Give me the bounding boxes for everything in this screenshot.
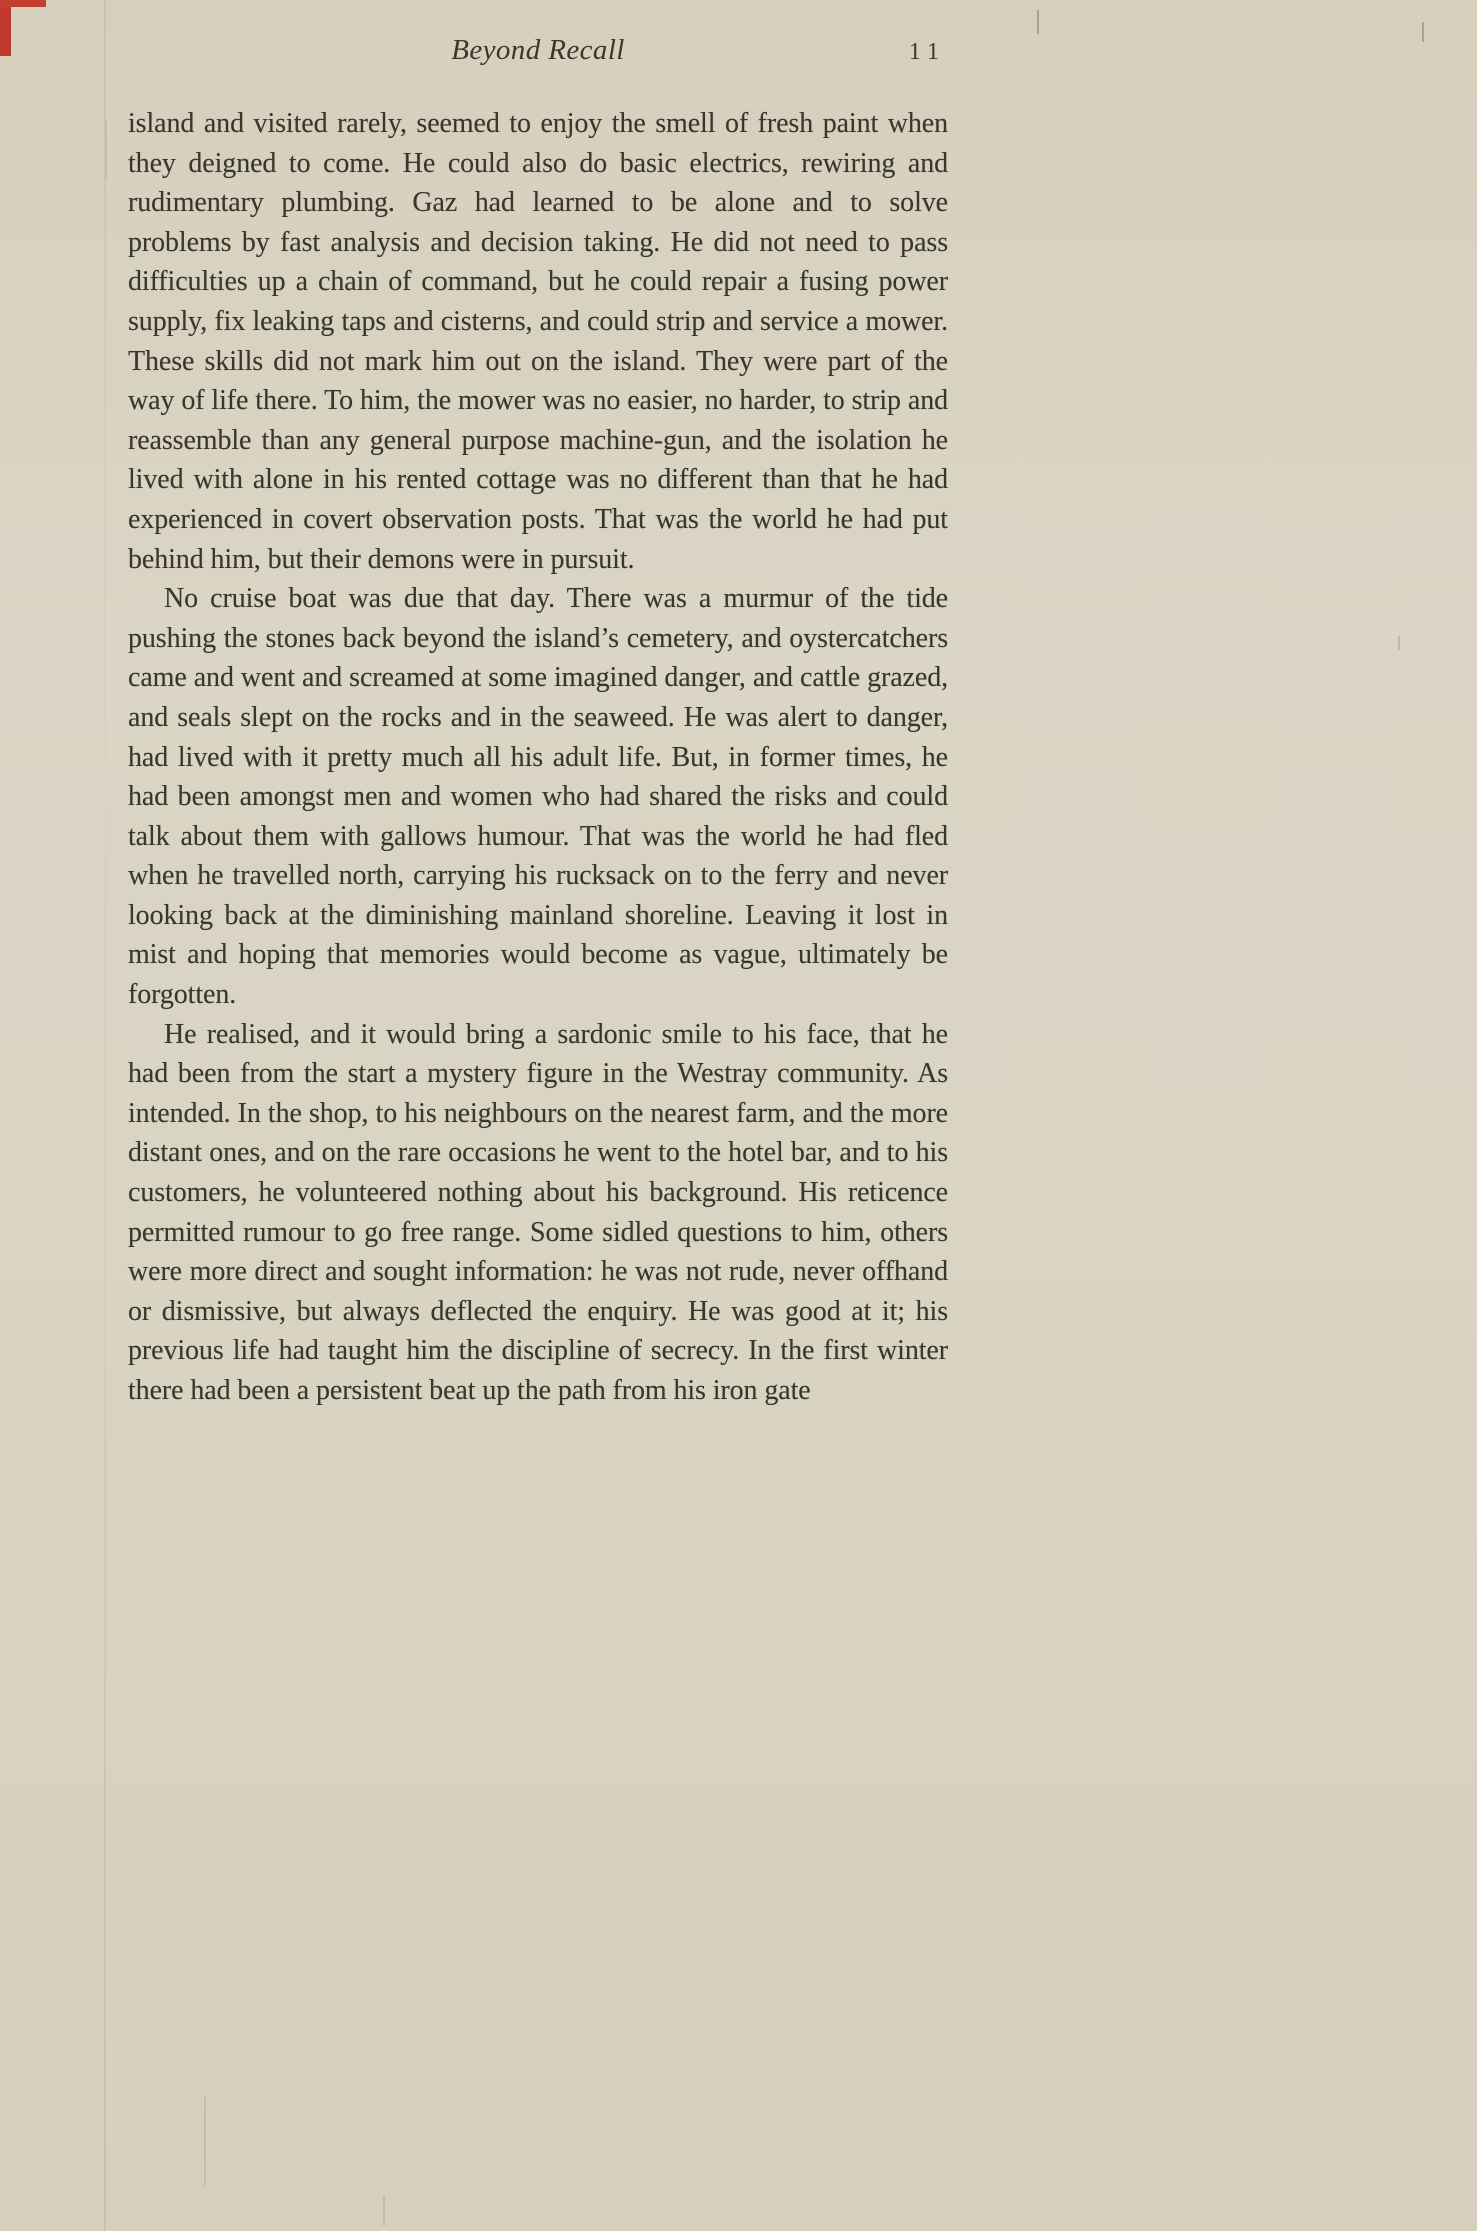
scan-speck: [1398, 636, 1400, 650]
page-crease-line: [104, 0, 106, 2231]
scan-speck: [383, 2196, 385, 2226]
page-header: [128, 34, 948, 78]
page-number: 11: [908, 39, 946, 65]
page-content: [128, 34, 948, 1411]
scan-speck: [1037, 10, 1039, 34]
body-paragraph-3: He realised, and it would bring a sardonic smile to his face, that he had been from the start a mystery figure in the Westray community. As intended. In the shop, to his neighbours on the nearest farm, and the more distant ones, and on the rare occasions he went to the hotel bar, and to his customers, he volunteered nothing about his background. His reticence permitted rumour to go free range. Some sidled questions to him, others were more direct and sought information: he was not rude, never offhand or dismissive, but always deflected the enquiry. He was good at it; his previous life had taught him the discipline of secrecy. In the first winter there had been a persistent beat up the path from his iron gate: [128, 1018, 948, 1406]
body-text: [128, 104, 948, 1411]
body-paragraph-2: No cruise boat was due that day. There was a murmur of the tide pushing the stones back beyond the island’s cemetery, and oystercatchers came and went and screamed at some imagined danger, and cattle grazed, and seals slept on the rocks and in the seaweed. He was alert to danger, had lived with it pretty much all his adult life. But, in former times, he had been amongst men and women who had shared the risks and could talk about them with gallows humour. That was the world he had fled when he travelled north, carrying his rucksack on to the ferry and never looking back at the diminishing mainland shoreline. Leaving it lost in mist and hoping that memories would become as vague, ultimately be forgotten.: [128, 583, 948, 1011]
scan-speck: [204, 2096, 206, 2186]
scan-speck: [1422, 22, 1424, 42]
red-edge-mark-vertical: [0, 0, 11, 56]
running-title: Beyond Recall: [451, 34, 625, 66]
scan-speck: [105, 120, 107, 180]
body-paragraph-1: island and visited rarely, seemed to enjoy the smell of fresh paint when they deigned to come. He could also do basic electrics, rewiring and rudimentary plumbing. Gaz had learned to be alone and to solve problems by fast analysis and decision taking. He did not need to pass difficulties up a chain of command, but he could repair a fusing power supply, fix leaking taps and cisterns, and could strip and service a mower. These skills did not mark him out on the island. They were part of the way of life there. To him, the mower was no easier, no harder, to strip and reassemble than any general purpose machine-gun, and the isolation he lived with alone in his rented cottage was no different than that he had experienced in covert observation posts. That was the world he had put behind him, but their demons were in pursuit.: [128, 108, 948, 575]
red-edge-mark-horizontal: [0, 0, 46, 7]
